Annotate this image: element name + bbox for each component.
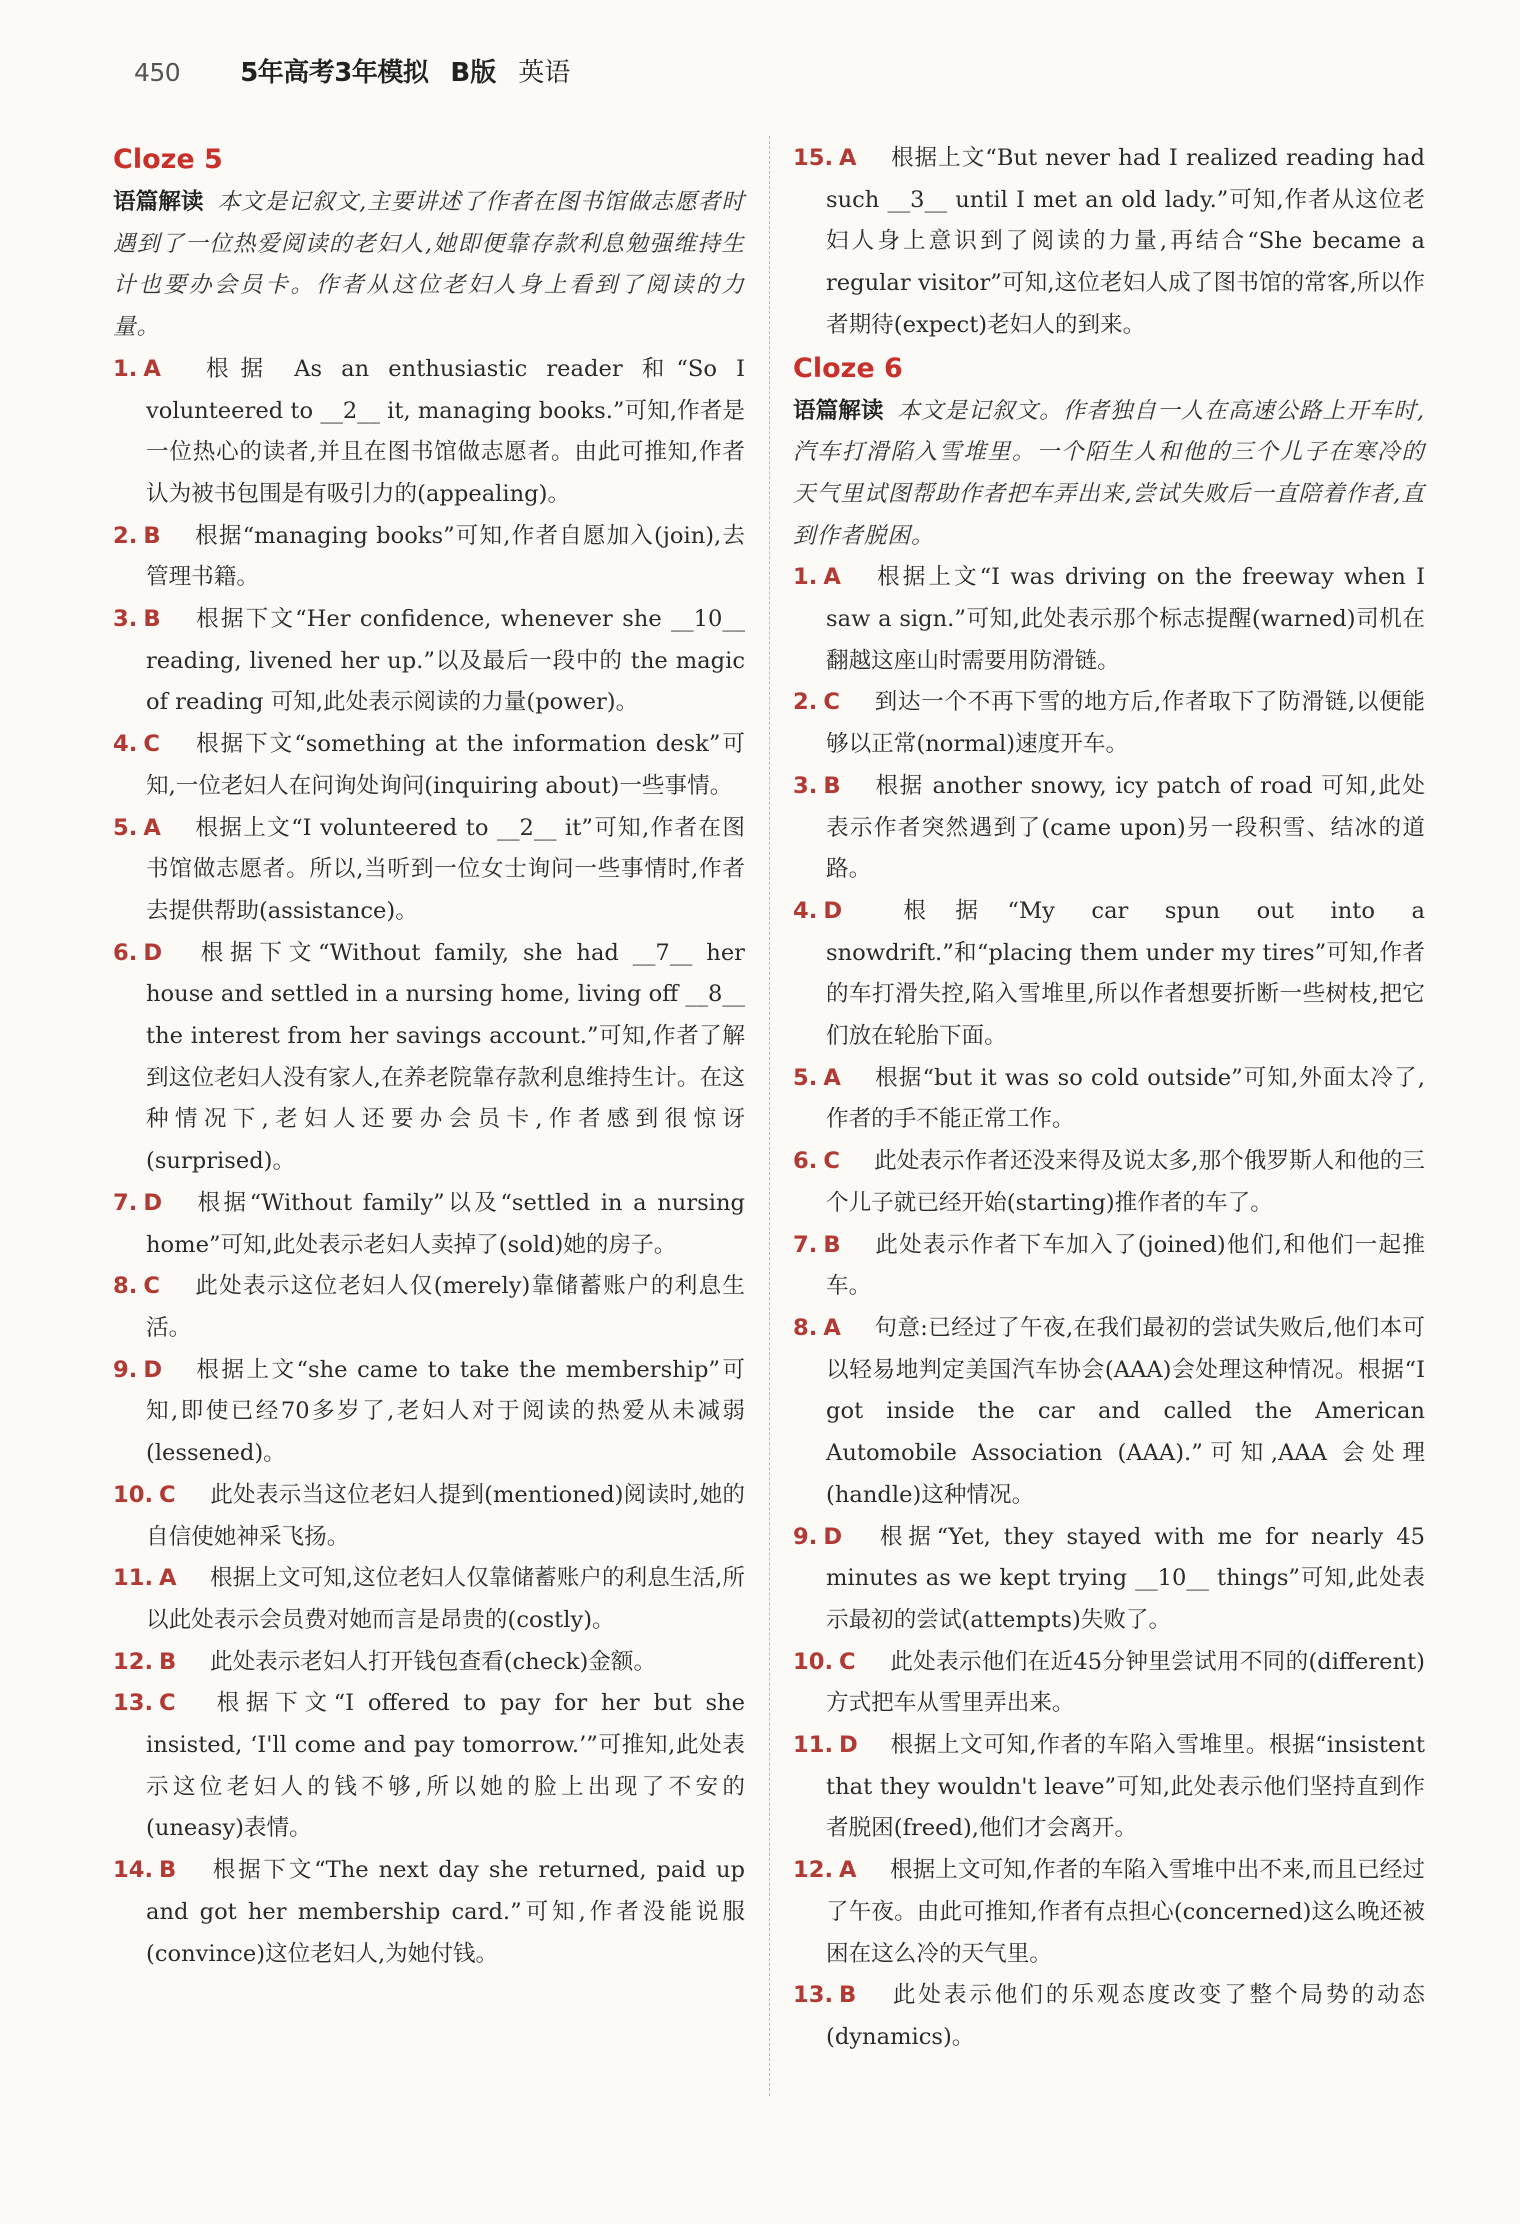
explanation-text: 根据下文“Without family, she had __7__ her house and settled in a nursing home, living off __8__ the interest from her savings account.”可知,作者了解到这位老妇人没有家人,在养老院靠存款利息维持生计。在这种情况下,老妇人还要办会员卡,作者感到很惊讶(surprised)。 xyxy=(146,939,745,1175)
answer-key xyxy=(113,1642,176,1684)
answer-item xyxy=(793,682,1425,765)
item-number: 3. xyxy=(113,606,138,633)
explanation-text: 此处表示作者下车加入了(joined)他们,和他们一起推车。 xyxy=(826,1231,1425,1300)
answer-key xyxy=(793,1975,856,2017)
item-number: 13. xyxy=(113,1690,154,1717)
explanation-text: 根据“Without family”以及“settled in a nursing home”可知,此处表示老妇人卖掉了(sold)她的房子。 xyxy=(146,1189,745,1258)
explanation-text: 此处表示他们在近45分钟里尝试用不同的(different)方式把车从雪里弄出来。 xyxy=(826,1648,1425,1717)
answer-item xyxy=(793,1308,1425,1517)
answer-key xyxy=(793,1850,857,1892)
explanation-text: 根据 As an enthusiastic reader 和“So I volunteered to __2__ it, managing books.”可知,作者是一位热心的读者,并且在图书馆做志愿者。由此可推知,作者认为被书包围是有吸引力的(appealing)。 xyxy=(146,355,745,507)
answer-list xyxy=(113,349,745,1975)
answer-item xyxy=(793,891,1425,1058)
answer-key xyxy=(793,138,857,180)
subject-label: 英语 xyxy=(518,58,571,88)
answer-item xyxy=(793,138,1425,347)
item-number: 10. xyxy=(113,1481,154,1508)
answer-item xyxy=(793,766,1425,891)
summary-text: 本文是记叙文,主要讲述了作者在图书馆做志愿者时遇到了一位热爱阅读的老妇人,她即便靠存款利息勉强维持生计也要办会员卡。作者从这位老妇人身上看到了阅读的力量。 xyxy=(113,189,745,341)
answer-key xyxy=(113,1266,160,1308)
answer-key xyxy=(113,1850,176,1892)
answer-item xyxy=(113,1558,745,1641)
explanation-text: 此处表示他们的乐观态度改变了整个局势的动态(dynamics)。 xyxy=(826,1982,1425,2050)
answer-key xyxy=(113,599,161,641)
page-number: 450 xyxy=(134,58,181,87)
answer-key xyxy=(113,1350,162,1392)
explanation-text: 根据上文“she came to take the membership”可知,即使已经70多岁了,老妇人对于阅读的热爱从未减弱(lessened)。 xyxy=(146,1356,745,1467)
answer-key xyxy=(113,1683,176,1725)
answer-letter: A xyxy=(839,1857,857,1884)
answer-letter: B xyxy=(159,1648,177,1675)
explanation-text: 根据“but it was so cold outside”可知,外面太冷了,作者的手不能正常工作。 xyxy=(826,1064,1425,1133)
item-number: 9. xyxy=(113,1356,138,1383)
answer-letter: C xyxy=(143,731,160,758)
left-column xyxy=(113,138,745,1975)
answer-key xyxy=(113,349,161,391)
summary-label: 语篇解读 xyxy=(113,189,204,215)
answer-key xyxy=(113,1558,177,1600)
answer-item xyxy=(793,1850,1425,1975)
item-number: 14. xyxy=(113,1857,154,1884)
summary-label: 语篇解读 xyxy=(793,397,884,424)
explanation-text: 根据“My car spun out into a snowdrift.”和“placing them under my tires”可知,作者的车打滑失控,陷入雪堆里,所以作者想要折断一些树枝,把它们放在轮胎下面。 xyxy=(826,897,1425,1050)
answer-item xyxy=(113,724,745,807)
answer-key xyxy=(793,766,841,808)
item-number: 2. xyxy=(793,689,818,716)
item-number: 6. xyxy=(113,939,138,966)
explanation-text: 根据下文“something at the information desk”可知,一位老妇人在问询处询问(inquiring about)一些事情。 xyxy=(146,731,745,799)
explanation-text: 此处表示这位老妇人仅(merely)靠储蓄账户的利息生活。 xyxy=(146,1273,745,1341)
answer-item xyxy=(793,1517,1425,1642)
item-number: 8. xyxy=(793,1314,818,1341)
answer-item xyxy=(113,1850,745,1975)
explanation-text: 根据下文“The next day she returned, paid up and got her membership card.”可知,作者没能说服(convince)这位老妇人,为她付钱。 xyxy=(146,1857,745,1967)
answer-letter: A xyxy=(839,145,857,171)
item-number: 13. xyxy=(793,1982,834,2009)
item-number: 12. xyxy=(793,1857,834,1884)
answer-key xyxy=(793,1058,841,1100)
passage-summary xyxy=(113,182,745,349)
answer-item xyxy=(113,933,745,1183)
answer-letter: C xyxy=(839,1648,856,1675)
item-number: 11. xyxy=(113,1565,154,1592)
answer-item xyxy=(793,1725,1425,1850)
answer-letter: B xyxy=(823,772,841,799)
answer-key xyxy=(113,724,160,766)
item-number: 10. xyxy=(793,1648,834,1675)
item-number: 4. xyxy=(793,897,818,924)
explanation-text: 此处表示老妇人打开钱包查看(check)金额。 xyxy=(210,1648,657,1675)
answer-item xyxy=(793,1225,1425,1308)
answer-letter: D xyxy=(839,1732,858,1759)
answer-letter: D xyxy=(143,939,163,966)
answer-item xyxy=(793,1642,1425,1725)
explanation-text: 根据上文可知,作者的车陷入雪堆里。根据“insistent that they wouldn't leave”可知,此处表示他们坚持直到作者脱困(freed),他们才会离开。 xyxy=(826,1732,1425,1842)
answer-item xyxy=(793,557,1425,682)
explanation-text: 根据上文“But never had I realized reading had such __3__ until I met an old lady.”可知,作者从这位老妇人身上意识到了阅读的力量,再结合“She became a regular visitor”可知,这位老妇人成了图书馆的常客,所以作者期待(expect)老妇人的到来。 xyxy=(826,145,1425,338)
item-number: 1. xyxy=(793,564,818,591)
answer-key xyxy=(793,557,841,599)
answer-item xyxy=(793,1058,1425,1141)
item-number: 7. xyxy=(113,1189,138,1216)
item-number: 9. xyxy=(793,1523,818,1550)
answer-letter: A xyxy=(159,1565,177,1592)
item-number: 12. xyxy=(113,1648,154,1675)
answer-letter: B xyxy=(143,606,161,633)
answer-letter: D xyxy=(823,897,843,924)
answer-key xyxy=(113,808,161,850)
answer-key xyxy=(793,1725,858,1767)
answer-item xyxy=(793,1975,1425,2058)
answer-letter: C xyxy=(823,689,840,716)
answer-key xyxy=(793,1308,841,1350)
answer-letter: A xyxy=(823,564,841,591)
explanation-text: 根据上文可知,这位老妇人仅靠储蓄账户的利息生活,所以此处表示会员费对她而言是昂贵的(costly)。 xyxy=(146,1565,745,1633)
explanation-text: 此处表示当这位老妇人提到(mentioned)阅读时,她的自信使她神采飞扬。 xyxy=(146,1481,745,1550)
answer-list-continued xyxy=(793,138,1425,347)
explanation-text: 根据“managing books”可知,作者自愿加入(join),去管理书籍。 xyxy=(146,522,745,591)
item-number: 3. xyxy=(793,772,818,799)
item-number: 2. xyxy=(113,522,138,549)
item-number: 5. xyxy=(113,814,138,841)
right-column xyxy=(793,138,1425,2059)
answer-key xyxy=(793,682,840,724)
item-number: 4. xyxy=(113,731,138,758)
answer-letter: C xyxy=(823,1148,840,1175)
answer-key xyxy=(113,1183,162,1225)
answer-letter: A xyxy=(823,1064,841,1091)
column-divider xyxy=(769,136,770,2096)
answer-list xyxy=(793,557,1425,2058)
answer-item xyxy=(113,808,745,933)
explanation-text: 到达一个不再下雪的地方后,作者取下了防滑链,以便能够以正常(normal)速度开车。 xyxy=(826,689,1425,758)
item-number: 8. xyxy=(113,1273,138,1300)
answer-item xyxy=(113,1642,745,1684)
answer-letter: C xyxy=(143,1273,160,1300)
edition-label: B版 xyxy=(450,58,497,88)
section-title-cloze-6: Cloze 6 xyxy=(793,352,903,384)
answer-letter: B xyxy=(839,1982,857,2009)
explanation-text: 根据下文“Her confidence, whenever she __10__ reading, livened her up.”以及最后一段中的 the magic of reading 可知,此处表示阅读的力量(power)。 xyxy=(146,606,745,716)
section-title-cloze-5: Cloze 5 xyxy=(113,144,223,175)
explanation-text: 根据上文可知,作者的车陷入雪堆中出不来,而且已经过了午夜。由此可推知,作者有点担心(concerned)这么晚还被困在这么冷的天气里。 xyxy=(826,1857,1425,1967)
explanation-text: 句意:已经过了午夜,在我们最初的尝试失败后,他们本可以轻易地判定美国汽车协会(AAA)会处理这种情况。根据“I got inside the car and called the American Automobile Association (AAA).”可知,AAA 会处理(handle)这种情况。 xyxy=(826,1314,1425,1508)
item-number: 5. xyxy=(793,1064,818,1091)
explanation-text: 此处表示作者还没来得及说太多,那个俄罗斯人和他的三个儿子就已经开始(starting)推作者的车了。 xyxy=(826,1148,1425,1216)
answer-letter: C xyxy=(159,1690,176,1717)
answer-letter: B xyxy=(823,1231,841,1258)
answer-item xyxy=(113,599,745,724)
explanation-text: 根据“Yet, they stayed with me for nearly 45 minutes as we kept trying __10__ things”可知,此处表示最初的尝试(attempts)失败了。 xyxy=(826,1523,1425,1633)
item-number: 7. xyxy=(793,1231,818,1258)
answer-letter: D xyxy=(823,1523,843,1550)
answer-key xyxy=(113,516,161,558)
answer-item xyxy=(113,516,745,599)
explanation-text: 根据下文“I offered to pay for her but she insisted, ‘I'll come and pay tomorrow.’”可推知,此处表示这位老妇人的钱不够,所以她的脸上出现了不安的(uneasy)表情。 xyxy=(146,1690,745,1842)
summary-text: 本文是记叙文。作者独自一人在高速公路上开车时,汽车打滑陷入雪堆里。一个陌生人和他的三个儿子在寒冷的天气里试图帮助作者把车弄出来,尝试失败后一直陪着作者,直到作者脱困。 xyxy=(793,397,1425,549)
answer-item xyxy=(113,1683,745,1850)
answer-item xyxy=(793,1141,1425,1224)
answer-key xyxy=(113,933,162,975)
answer-key xyxy=(793,891,842,933)
answer-item xyxy=(113,1350,745,1475)
answer-key xyxy=(793,1642,856,1684)
answer-item xyxy=(113,1266,745,1349)
answer-key xyxy=(113,1475,176,1517)
item-number: 11. xyxy=(793,1732,834,1759)
item-number: 6. xyxy=(793,1148,818,1175)
item-number: 1. xyxy=(113,355,138,382)
page-header xyxy=(134,52,570,96)
book-title: 5年高考3年模拟 xyxy=(240,58,429,88)
answer-letter: A xyxy=(143,355,161,382)
passage-summary xyxy=(793,391,1425,558)
explanation-text: 根据上文“I volunteered to __2__ it”可知,作者在图书馆做志愿者。所以,当听到一位女士询问一些事情时,作者去提供帮助(assistance)。 xyxy=(146,814,745,924)
item-number: 15. xyxy=(793,145,834,171)
answer-letter: A xyxy=(143,814,161,841)
answer-key xyxy=(793,1225,841,1267)
answer-letter: A xyxy=(823,1314,841,1341)
answer-letter: D xyxy=(143,1356,163,1383)
explanation-text: 根据 another snowy, icy patch of road 可知,此处表示作者突然遇到了(came upon)另一段积雪、结冰的道路。 xyxy=(826,772,1425,883)
answer-item xyxy=(113,1183,745,1266)
answer-item xyxy=(113,1475,745,1558)
explanation-text: 根据上文“I was driving on the freeway when I saw a sign.”可知,此处表示那个标志提醒(warned)司机在翻越这座山时需要用防滑链。 xyxy=(826,564,1425,674)
answer-key xyxy=(793,1517,842,1559)
answer-key xyxy=(793,1141,840,1183)
answer-letter: D xyxy=(143,1189,163,1216)
answer-letter: B xyxy=(143,522,161,549)
answer-item xyxy=(113,349,745,516)
answer-letter: C xyxy=(159,1481,176,1508)
answer-letter: B xyxy=(159,1857,177,1884)
